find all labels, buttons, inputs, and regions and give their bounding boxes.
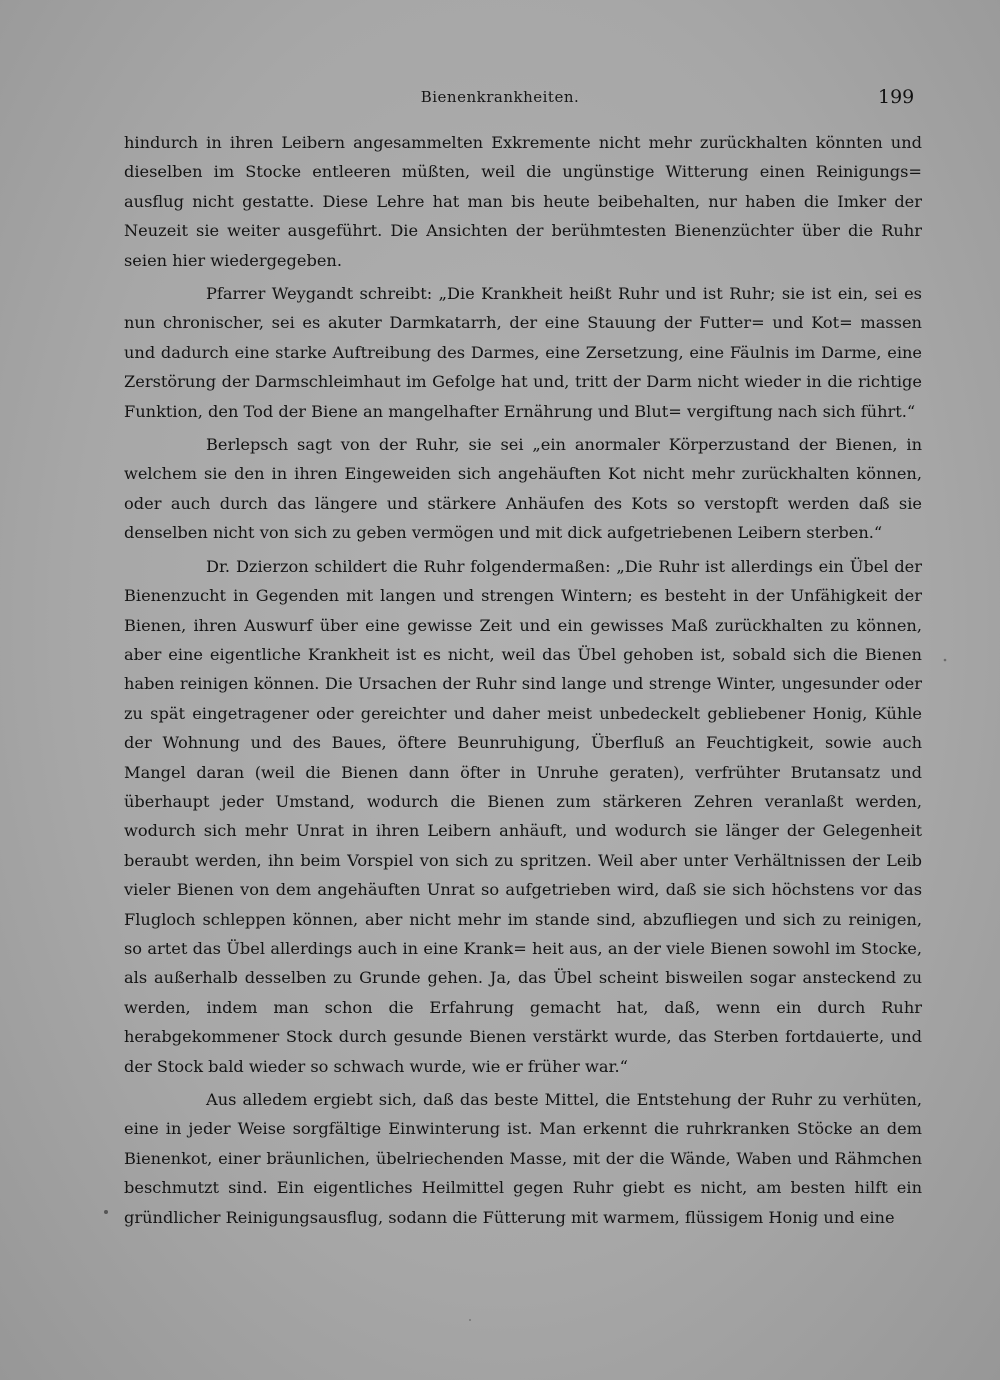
paragraph-dzierzon-quote: Dr. Dzierzon schildert die Ruhr folgendermaßen: „Die Ruhr ist allerdings ein Übel der Bienenzucht in Gegenden mit langen und strengen Wintern; es besteht in der Unfähigkeit der Bienen, ihren Auswurf über eine gewisse Zeit und ein gewisses Maß zurückhalten zu können, aber eine eigentliche Krankheit ist es nicht, weil das Übel gehoben ist, sobald sich die Bienen haben reinigen können. Die Ursachen der Ruhr sind lange und strenge Winter, ungesunder oder zu spät eingetragener oder gereichter und daher meist unbedeckelt gebliebener Honig, Kühle der Wohnung und des Baues, öftere Beunruhigung, Überfluß an Feuchtigkeit, sowie auch Mangel daran (weil die Bienen dann öfter in Unruhe geraten), verfrühter Brutansatz und überhaupt jeder Umstand, wodurch die Bienen zum stärkeren Zehren veranlaßt werden, wodurch sich mehr Unrat in ihren Leibern anhäuft, und wodurch sie länger der Gelegenheit beraubt werden, ihn beim Vorspiel von sich zu spritzen. Weil aber unter Verhältnissen der Leib vieler Bienen von dem angehäuften Unrat so aufgetrieben wird, daß sie sich höchstens vor das Flugloch schleppen können, aber nicht mehr im stande sind, abzufliegen und sich zu reinigen, so artet das Übel allerdings auch in eine Krank= heit aus, an der viele Bienen sowohl im Stocke, als außerhalb desselben zu Grunde gehen. Ja, das Übel scheint bisweilen sogar ansteckend zu werden, indem man schon die Erfahrung gemacht hat, daß, wenn ein durch Ruhr herabgekommener Stock durch gesunde Bienen verstärkt wurde, das Sterben fortdauerte, und der Stock bald wieder so schwach wurde, wie er früher war.“ xyxy=(124,556,922,1076)
paragraph-berlepsch-quote: Berlepsch sagt von der Ruhr, sie sei „ein anormaler Körperzustand der Bienen, in welchem sie den in ihren Eingeweiden sich angehäuften Kot nicht mehr zurückhalten können, oder auch durch das längere und stärkere Anhäufen des Kots so verstopft werden daß sie denselben nicht von sich zu geben vermögen und mit dick aufgetriebenen Leibern sterben.“ xyxy=(124,435,922,543)
running-head-title: Bienenkrankheiten. xyxy=(420,88,580,106)
paragraph-conclusion: Aus alledem ergiebt sich, daß das beste Mittel, die Entstehung der Ruhr zu verhüten, eine in jeder Weise sorgfältige Einwinterung ist. Man erkennt die ruhrkranken Stöcke an dem Bienenkot, einer bräunlichen, übelriechenden Masse, mit der die Wände, Waben und Rähmchen beschmutzt sind. Ein eigentliches Heilmittel gegen Ruhr giebt es nicht, am besten hilft ein gründlicher Reinigungsausflug, sodann die Fütterung mit warmem, flüssigem Honig und eine xyxy=(124,1090,922,1227)
body-text xyxy=(124,128,922,1232)
ink-speck xyxy=(469,1319,471,1321)
ink-speck xyxy=(944,659,947,662)
ink-speck xyxy=(104,1210,108,1214)
paragraph-weygandt-quote: Pfarrer Weygandt schreibt: „Die Krankheit heißt Ruhr und ist Ruhr; sie ist ein, sei es nun chronischer, sei es akuter Darmkatarrh, der eine Stauung der Futter= und Kot= massen und dadurch eine starke Auftreibung des Darmes, eine Zersetzung, eine Fäulnis im Darme, eine Zerstörung der Darmschleimhaut im Gefolge hat und, tritt der Darm nicht wieder in die richtige Funktion, den Tod der Biene an mangelhafter Ernährung und Blut= vergiftung nach sich führt.“ xyxy=(124,284,922,421)
running-head xyxy=(0,88,1000,112)
page-number: 199 xyxy=(878,86,915,108)
paragraph-ruhr-intro: hindurch in ihren Leibern angesammelten Exkremente nicht mehr zurückhalten könnten und dieselben im Stocke entleeren müßten, weil die ungünstige Witterung einen Reinigungs= ausflug nicht gestatte. Diese Lehre hat man bis heute beibehalten, nur haben die Imker der Neuzeit sie weiter ausgeführt. Die Ansichten der berühmtesten Bienenzüchter über die Ruhr seien hier wiedergegeben. xyxy=(124,133,922,270)
